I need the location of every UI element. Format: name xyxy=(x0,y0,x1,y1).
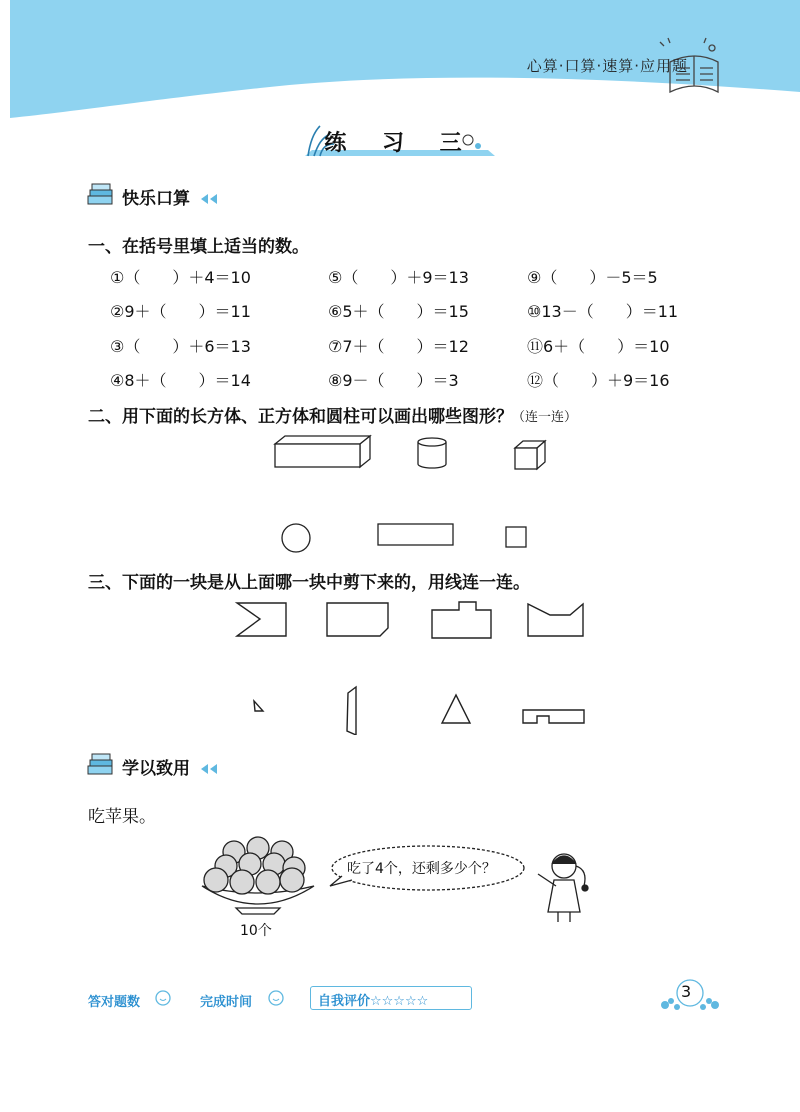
tab-rectangle-shape xyxy=(432,602,491,638)
circle-shape xyxy=(282,524,310,552)
v-notch-rectangle-shape xyxy=(528,604,583,636)
equation: ⑨（ ）－5＝5 xyxy=(527,268,658,287)
equation: ⑤（ ）＋9＝13 xyxy=(328,268,469,287)
apple-count-label: 10个 xyxy=(240,923,272,939)
header-subject: 心算·口算·速算·应用题 xyxy=(526,57,688,75)
double-arrow-icon xyxy=(200,763,218,775)
question-4-title: 吃苹果。 xyxy=(88,807,156,827)
equation: ⑧9－（ ）＝3 xyxy=(328,371,459,390)
smiley-icon xyxy=(155,990,171,1006)
equation: ⑩13－（ ）＝11 xyxy=(527,302,679,321)
triangle-piece xyxy=(442,695,470,723)
apple-plate-figure xyxy=(196,830,320,920)
question-1-title: 一、在括号里填上适当的数。 xyxy=(88,237,309,257)
equation: ⑫（ ）＋9＝16 xyxy=(527,371,670,390)
cuboid-shape xyxy=(275,436,370,467)
solids-figure xyxy=(260,430,560,560)
books-icon xyxy=(86,752,118,778)
girl-figure xyxy=(528,846,598,924)
cylinder-shape xyxy=(418,438,446,468)
parallelogram-piece xyxy=(347,687,356,735)
notched-strip-piece xyxy=(523,710,584,723)
equation: ⑦7＋（ ）＝12 xyxy=(328,337,469,356)
question-2-title: 二、用下面的长方体、正方体和圆柱可以画出哪些图形？ xyxy=(88,407,513,427)
cube-shape xyxy=(515,441,545,469)
apple-icon xyxy=(204,837,305,894)
notched-rectangle-shape xyxy=(237,603,286,636)
speech-text: 吃了4个，还剩多少个？ xyxy=(347,861,496,877)
equation: ⑥5＋（ ）＝15 xyxy=(328,302,469,321)
self-eval-label: 自我评价☆☆☆☆☆ xyxy=(318,994,429,1009)
equation: ③（ ）＋6＝13 xyxy=(110,337,251,356)
equation: ①（ ）＋4＝10 xyxy=(110,268,251,287)
clipped-corner-rectangle-shape xyxy=(327,603,388,636)
equation: ④8＋（ ）＝14 xyxy=(110,371,251,390)
page-number: 3 xyxy=(681,982,692,1001)
question-3-title: 三、下面的一块是从上面哪一块中剪下来的，用线连一连。 xyxy=(88,573,530,593)
cut-shapes-figure xyxy=(230,595,590,735)
books-icon xyxy=(86,182,118,208)
smiley-icon xyxy=(268,990,284,1006)
rectangle-shape xyxy=(378,524,453,545)
equation: ⑪6＋（ ）＝10 xyxy=(527,337,670,356)
small-triangle-piece xyxy=(254,701,263,711)
double-arrow-icon xyxy=(200,193,218,205)
section-tag-apply: 学以致用 xyxy=(122,759,190,779)
lesson-title: 练 习 三 xyxy=(324,131,476,156)
time-spent-label: 完成时间 xyxy=(200,995,253,1010)
correct-count-label: 答对题数 xyxy=(88,995,141,1010)
question-2-note: （连一连） xyxy=(512,410,578,425)
section-tag-oral: 快乐口算 xyxy=(122,189,190,209)
square-shape xyxy=(506,527,526,547)
equation: ②9＋（ ）＝11 xyxy=(110,302,251,321)
